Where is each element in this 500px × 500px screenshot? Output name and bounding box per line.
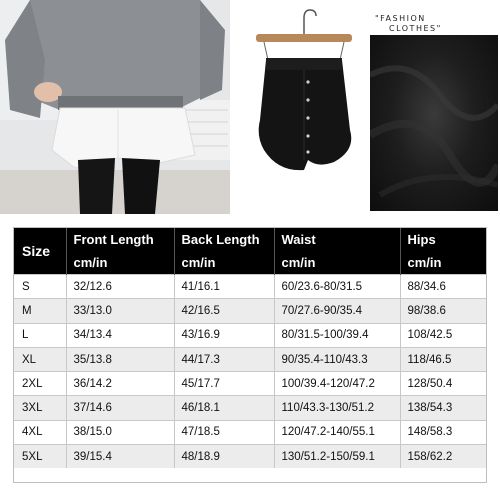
table-row <box>14 323 486 347</box>
front-length-cell: 33/13.0 <box>66 299 174 323</box>
size-cell: 3XL <box>14 396 66 420</box>
waist-cell: 100/39.4-120/47.2 <box>274 372 400 396</box>
hips-cell: 128/50.4 <box>400 372 486 396</box>
size-table <box>14 228 486 468</box>
waist-cell: 120/47.2-140/55.1 <box>274 420 400 444</box>
front-length-cell: 39/15.4 <box>66 445 174 469</box>
hips-cell: 138/54.3 <box>400 396 486 420</box>
front-length-header: Front Length <box>66 228 174 251</box>
unit-row <box>14 251 486 275</box>
back-length-cell: 48/18.9 <box>174 445 274 469</box>
waist-cell: 60/23.6-80/31.5 <box>274 275 400 299</box>
brand-label <box>375 14 495 34</box>
hips-cell: 98/38.6 <box>400 299 486 323</box>
back-length-unit: cm/in <box>174 251 274 275</box>
hips-cell: 148/58.3 <box>400 420 486 444</box>
back-length-cell: 44/17.3 <box>174 347 274 371</box>
fabric-swatch <box>370 35 498 211</box>
skirt-on-hanger-illustration <box>238 0 370 214</box>
table-row <box>14 396 486 420</box>
waist-header: Waist <box>274 228 400 251</box>
hips-cell: 118/46.5 <box>400 347 486 371</box>
brand-line-2: CLOTHES" <box>389 24 442 33</box>
size-cell: 4XL <box>14 420 66 444</box>
back-length-cell: 45/17.7 <box>174 372 274 396</box>
size-chart <box>13 227 487 483</box>
waist-cell: 110/43.3-130/51.2 <box>274 396 400 420</box>
back-length-cell: 43/16.9 <box>174 323 274 347</box>
hips-header: Hips <box>400 228 486 251</box>
waist-cell: 90/35.4-110/43.3 <box>274 347 400 371</box>
hips-unit: cm/in <box>400 251 486 275</box>
brand-line-1: "FASHION <box>375 14 426 23</box>
back-length-cell: 41/16.1 <box>174 275 274 299</box>
size-cell: L <box>14 323 66 347</box>
table-row <box>14 347 486 371</box>
size-cell: XL <box>14 347 66 371</box>
back-length-cell: 47/18.5 <box>174 420 274 444</box>
front-length-cell: 36/14.2 <box>66 372 174 396</box>
back-length-header: Back Length <box>174 228 274 251</box>
table-row <box>14 445 486 469</box>
front-length-cell: 35/13.8 <box>66 347 174 371</box>
size-column-header: Size <box>14 228 66 275</box>
size-cell: 2XL <box>14 372 66 396</box>
front-length-cell: 32/12.6 <box>66 275 174 299</box>
hips-cell: 88/34.6 <box>400 275 486 299</box>
front-length-cell: 38/15.0 <box>66 420 174 444</box>
front-length-cell: 37/14.6 <box>66 396 174 420</box>
table-row <box>14 372 486 396</box>
size-cell: M <box>14 299 66 323</box>
table-row <box>14 275 486 299</box>
back-length-cell: 46/18.1 <box>174 396 274 420</box>
header-row <box>14 228 486 251</box>
table-row <box>14 299 486 323</box>
product-photos <box>0 0 500 214</box>
hips-cell: 108/42.5 <box>400 323 486 347</box>
front-length-unit: cm/in <box>66 251 174 275</box>
model-photo <box>0 0 230 214</box>
waist-cell: 130/51.2-150/59.1 <box>274 445 400 469</box>
hips-cell: 158/62.2 <box>400 445 486 469</box>
waist-unit: cm/in <box>274 251 400 275</box>
table-row <box>14 420 486 444</box>
size-cell: S <box>14 275 66 299</box>
back-length-cell: 42/16.5 <box>174 299 274 323</box>
waist-cell: 80/31.5-100/39.4 <box>274 323 400 347</box>
size-cell: 5XL <box>14 445 66 469</box>
fabric-texture <box>370 35 498 211</box>
model-illustration <box>0 0 230 214</box>
waist-cell: 70/27.6-90/35.4 <box>274 299 400 323</box>
front-length-cell: 34/13.4 <box>66 323 174 347</box>
